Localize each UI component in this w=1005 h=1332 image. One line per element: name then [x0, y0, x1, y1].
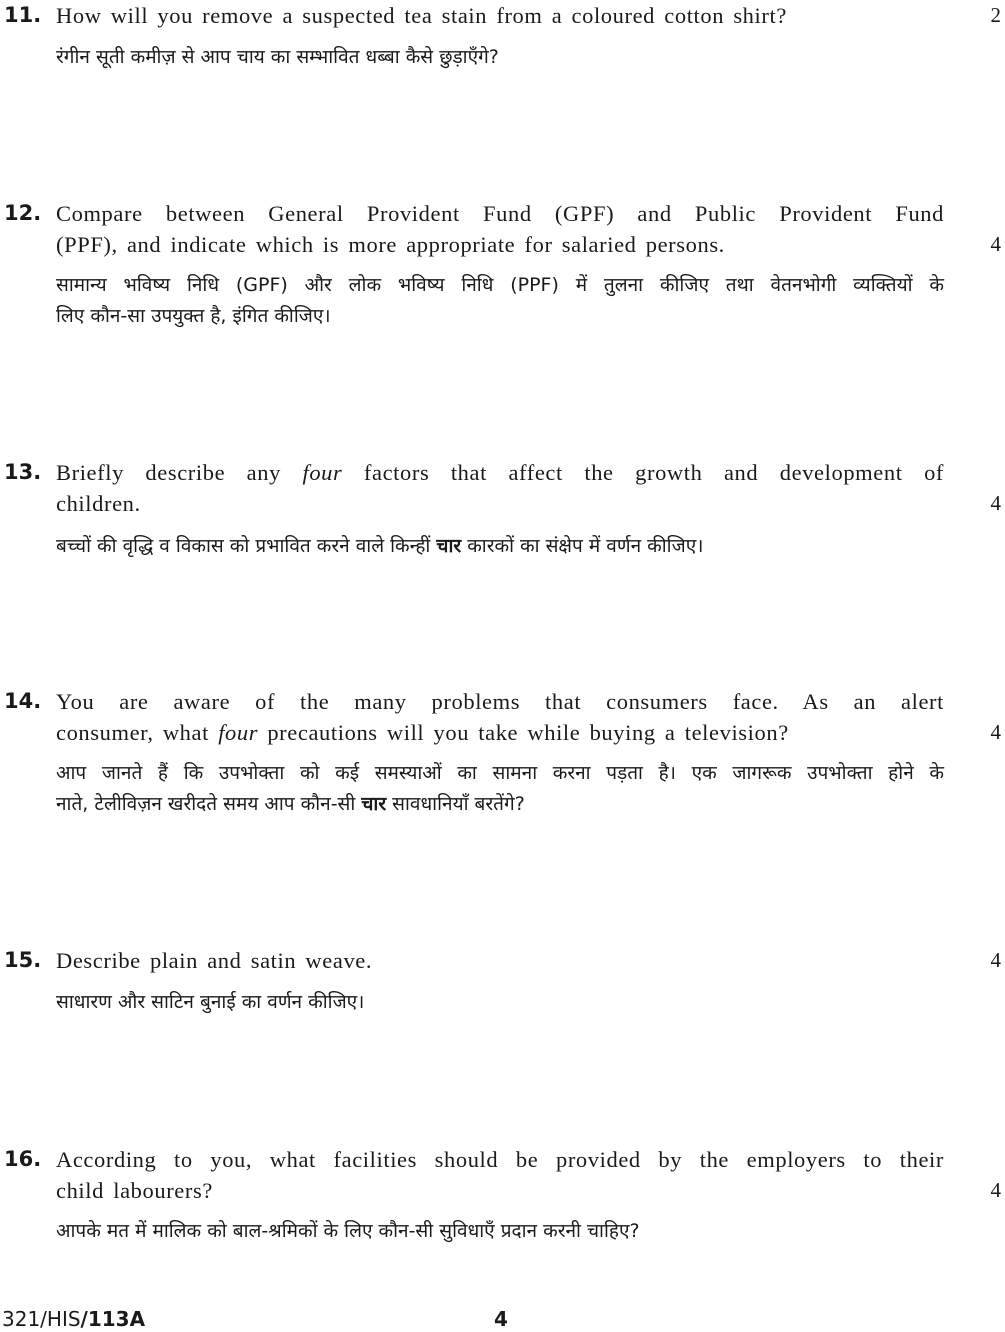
- question-line: आपके मत में मालिक को बाल-श्रमिकों के लिए कौन-सी सुविधाएँ प्रदान करनी चाहिए?: [56, 1220, 640, 1242]
- paper-code: [2, 1306, 145, 1332]
- question-line: How will you remove a suspected tea stain from a coloured cotton shirt?: [56, 3, 787, 28]
- question-number: 15.: [4, 948, 42, 972]
- text-segment: कारकों का संक्षेप में वर्णन कीजिए।: [461, 535, 704, 557]
- text-segment: Briefly describe any: [56, 460, 303, 485]
- paper-code-prefix: 321/HIS: [2, 1307, 81, 1331]
- question-text-hindi: [56, 42, 944, 73]
- marks: 4: [990, 232, 1001, 256]
- text-segment: factors that affect the growth and development of: [342, 460, 945, 485]
- question-line: [56, 531, 944, 562]
- marks: 4: [990, 720, 1001, 744]
- emphasis-text: four: [302, 460, 343, 485]
- question-text-english: [56, 1144, 944, 1206]
- question-line: साधारण और साटिन बुनाई का वर्णन कीजिए।: [56, 991, 365, 1013]
- question-text-english: [56, 0, 944, 31]
- question-line: रंगीन सूती कमीज़ से आप चाय का सम्भावित धब्बा कैसे छुड़ाएँगे?: [56, 46, 499, 68]
- question-line: आप जानते हैं कि उपभोक्ता को कई समस्याओं का सामना करना पड़ता है। एक जागरूक उपभोक्ता होने के: [56, 762, 944, 784]
- marks: 4: [990, 948, 1001, 972]
- question-number: 11.: [4, 3, 42, 27]
- text-segment: बच्चों की वृद्धि व विकास को प्रभावित करने वाले किन्हीं: [56, 535, 437, 557]
- paper-code-suffix: /113A: [80, 1307, 146, 1331]
- question-line: सामान्य भविष्य निधि (GPF) और लोक भविष्य निधि (PPF) में तुलना कीजिए तथा वेतनभोगी व्यक्तियों के: [56, 274, 944, 296]
- question-number: 16.: [4, 1147, 42, 1171]
- marks: 4: [990, 1178, 1001, 1202]
- question-text-hindi: [56, 758, 944, 820]
- text-segment: सावधानियाँ बरतेंगे?: [386, 793, 525, 815]
- question-text-hindi: [56, 531, 944, 562]
- question-text-hindi: [56, 1216, 944, 1247]
- bold-text: चार: [436, 535, 462, 557]
- question-number: 14.: [4, 689, 42, 713]
- question-line: [56, 717, 944, 748]
- question-text-english: [56, 457, 944, 519]
- question-line: लिए कौन-सा उपयुक्त है, इंगित कीजिए।: [56, 305, 331, 327]
- text-segment: consumer, what: [56, 720, 219, 745]
- question-line: [56, 789, 944, 820]
- question-text-english: [56, 198, 944, 260]
- text-segment: precautions will you take while buying a television?: [258, 720, 789, 745]
- question-line: child labourers?: [56, 1178, 213, 1203]
- marks: 4: [990, 491, 1001, 515]
- question-line: [56, 457, 944, 488]
- question-line: (PPF), and indicate which is more appropriate for salaried persons.: [56, 232, 725, 257]
- question-line: According to you, what facilities should be provided by the employers to their: [56, 1147, 944, 1172]
- question-line: Describe plain and satin weave.: [56, 948, 373, 973]
- question-text-english: [56, 686, 944, 748]
- question-text-hindi: [56, 987, 944, 1018]
- question-line: You are aware of the many problems that consumers face. As an alert: [56, 689, 944, 714]
- emphasis-text: four: [218, 720, 259, 745]
- text-segment: नाते, टेलीविज़न खरीदते समय आप कौन-सी: [56, 793, 362, 815]
- marks: 2: [990, 3, 1001, 27]
- question-number: 12.: [4, 201, 42, 225]
- bold-text: चार: [361, 793, 387, 815]
- question-line: Compare between General Provident Fund (GPF) and Public Provident Fund: [56, 201, 944, 226]
- question-text-english: [56, 945, 944, 976]
- page-number: 4: [494, 1307, 508, 1331]
- question-line: children.: [56, 491, 141, 516]
- question-number: 13.: [4, 460, 42, 484]
- question-text-hindi: [56, 270, 944, 332]
